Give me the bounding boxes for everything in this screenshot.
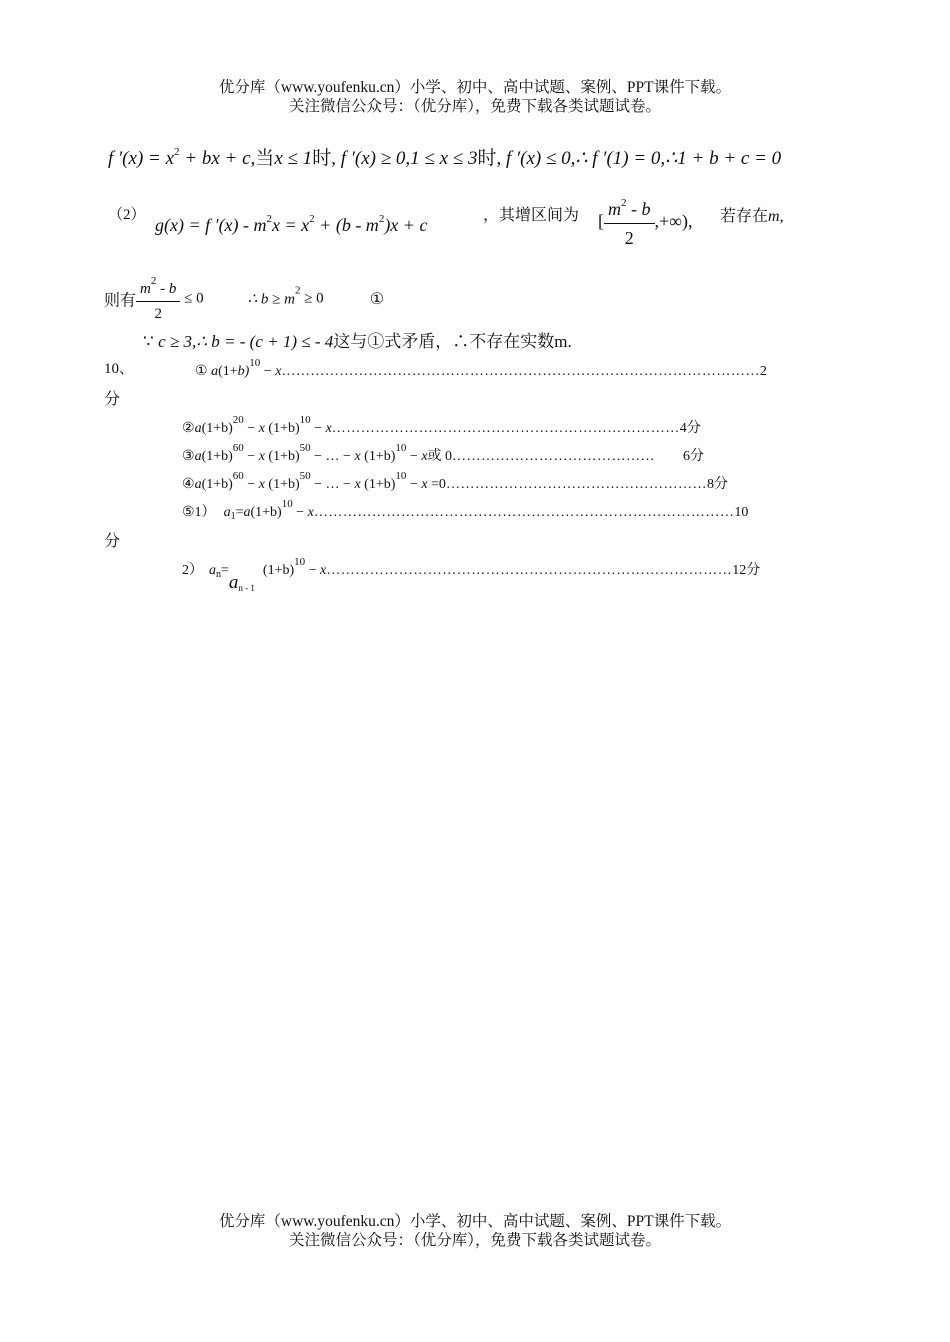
header-line-1: 优分库（www.youfenku.cn）小学、初中、高中试题、案例、PPT课件下载。 <box>218 79 732 96</box>
increasing-interval-label: ，其增区间为 <box>483 207 580 224</box>
q10-item-2: $②a(1+b)^{20} - x$ $(1+b)^{10}$ − x………………………………………………………………4分 <box>182 414 701 436</box>
then-fraction: $\frac{m^2 - b}{2}$ <box>136 275 180 323</box>
q10-item-1-score-unit: 分 <box>104 391 121 408</box>
q10-item-1: ① $a(1+b)^{10}$ − x………………………………………………………………………………………2 <box>195 357 767 379</box>
contradiction-line: ∵ c ≥ 3,∴ b = - (c + 1) ≤ - 4这与①式矛盾，∴不存在实数m. <box>143 332 572 351</box>
page-header <box>0 78 950 116</box>
header-line-2: 关注微信公众号：（优分库），免费下载各类试题试卷。 <box>288 98 661 115</box>
footer-line-1: 优分库（www.youfenku.cn）小学、初中、高中试题、案例、PPT课件下载。 <box>218 1213 732 1230</box>
circle-one-marker: ① <box>369 291 385 308</box>
if-exists-text: 若存在m, <box>720 208 784 225</box>
q10-item-5-score-unit: 分 <box>104 533 121 550</box>
then-have-line: 则有 $\frac{m^2 - b}{2}$ ≤ 0 ∴ $b \ge m^2 \ge 0$ ① <box>104 275 385 322</box>
increasing-interval: [ $\frac{m^2 - b}{2}$ ,+∞), <box>598 197 693 248</box>
interval-fraction: $\frac{m^2 - b}{2}$ <box>604 197 655 249</box>
q10-item-3: $③a(1+b)^{60} - x$ $(1+b)^{50}$ − … − x $(1+b)^{10} - x$或 0…………………………………… 6分 <box>182 442 705 464</box>
q10-item-5: ⑤1） $a_1=a(1+b)^{10}$ − x……………………………………………………………………………10 <box>182 498 749 522</box>
part-2-label: （2） <box>108 207 146 223</box>
previous-term: $a_{n - 1}$ <box>228 572 255 593</box>
footer-line-2: 关注微信公众号：（优分库），免费下载各类试题试卷。 <box>288 1232 661 1249</box>
question-10-number: 10、 <box>104 361 135 377</box>
q10-item-6: 2） $a_n=a_{n - 1}(1+b)^{10}$ − x…………………………………………………………………………12分 <box>182 556 761 593</box>
page-footer <box>0 1212 950 1250</box>
derivative-equation: f $'(x) = x^2$ + bx + c,当x ≤ 1时, f ′(x) ≥ 0,1 ≤ x ≤ 3时, f ′(x) ≤ 0,∴ f ′(1) = 0,∴1 + b + c = 0 <box>108 146 782 169</box>
g-function-equation: g(x) = f $'(x) - m^2x = x^2 + (b - m^2)x + c$ <box>155 213 428 235</box>
q10-item-4: $④a(1+b)^{60} - x$ $(1+b)^{50}$ − … − x $(1+b)^{10} - x$ =0………………………………………………8分 <box>182 470 728 492</box>
